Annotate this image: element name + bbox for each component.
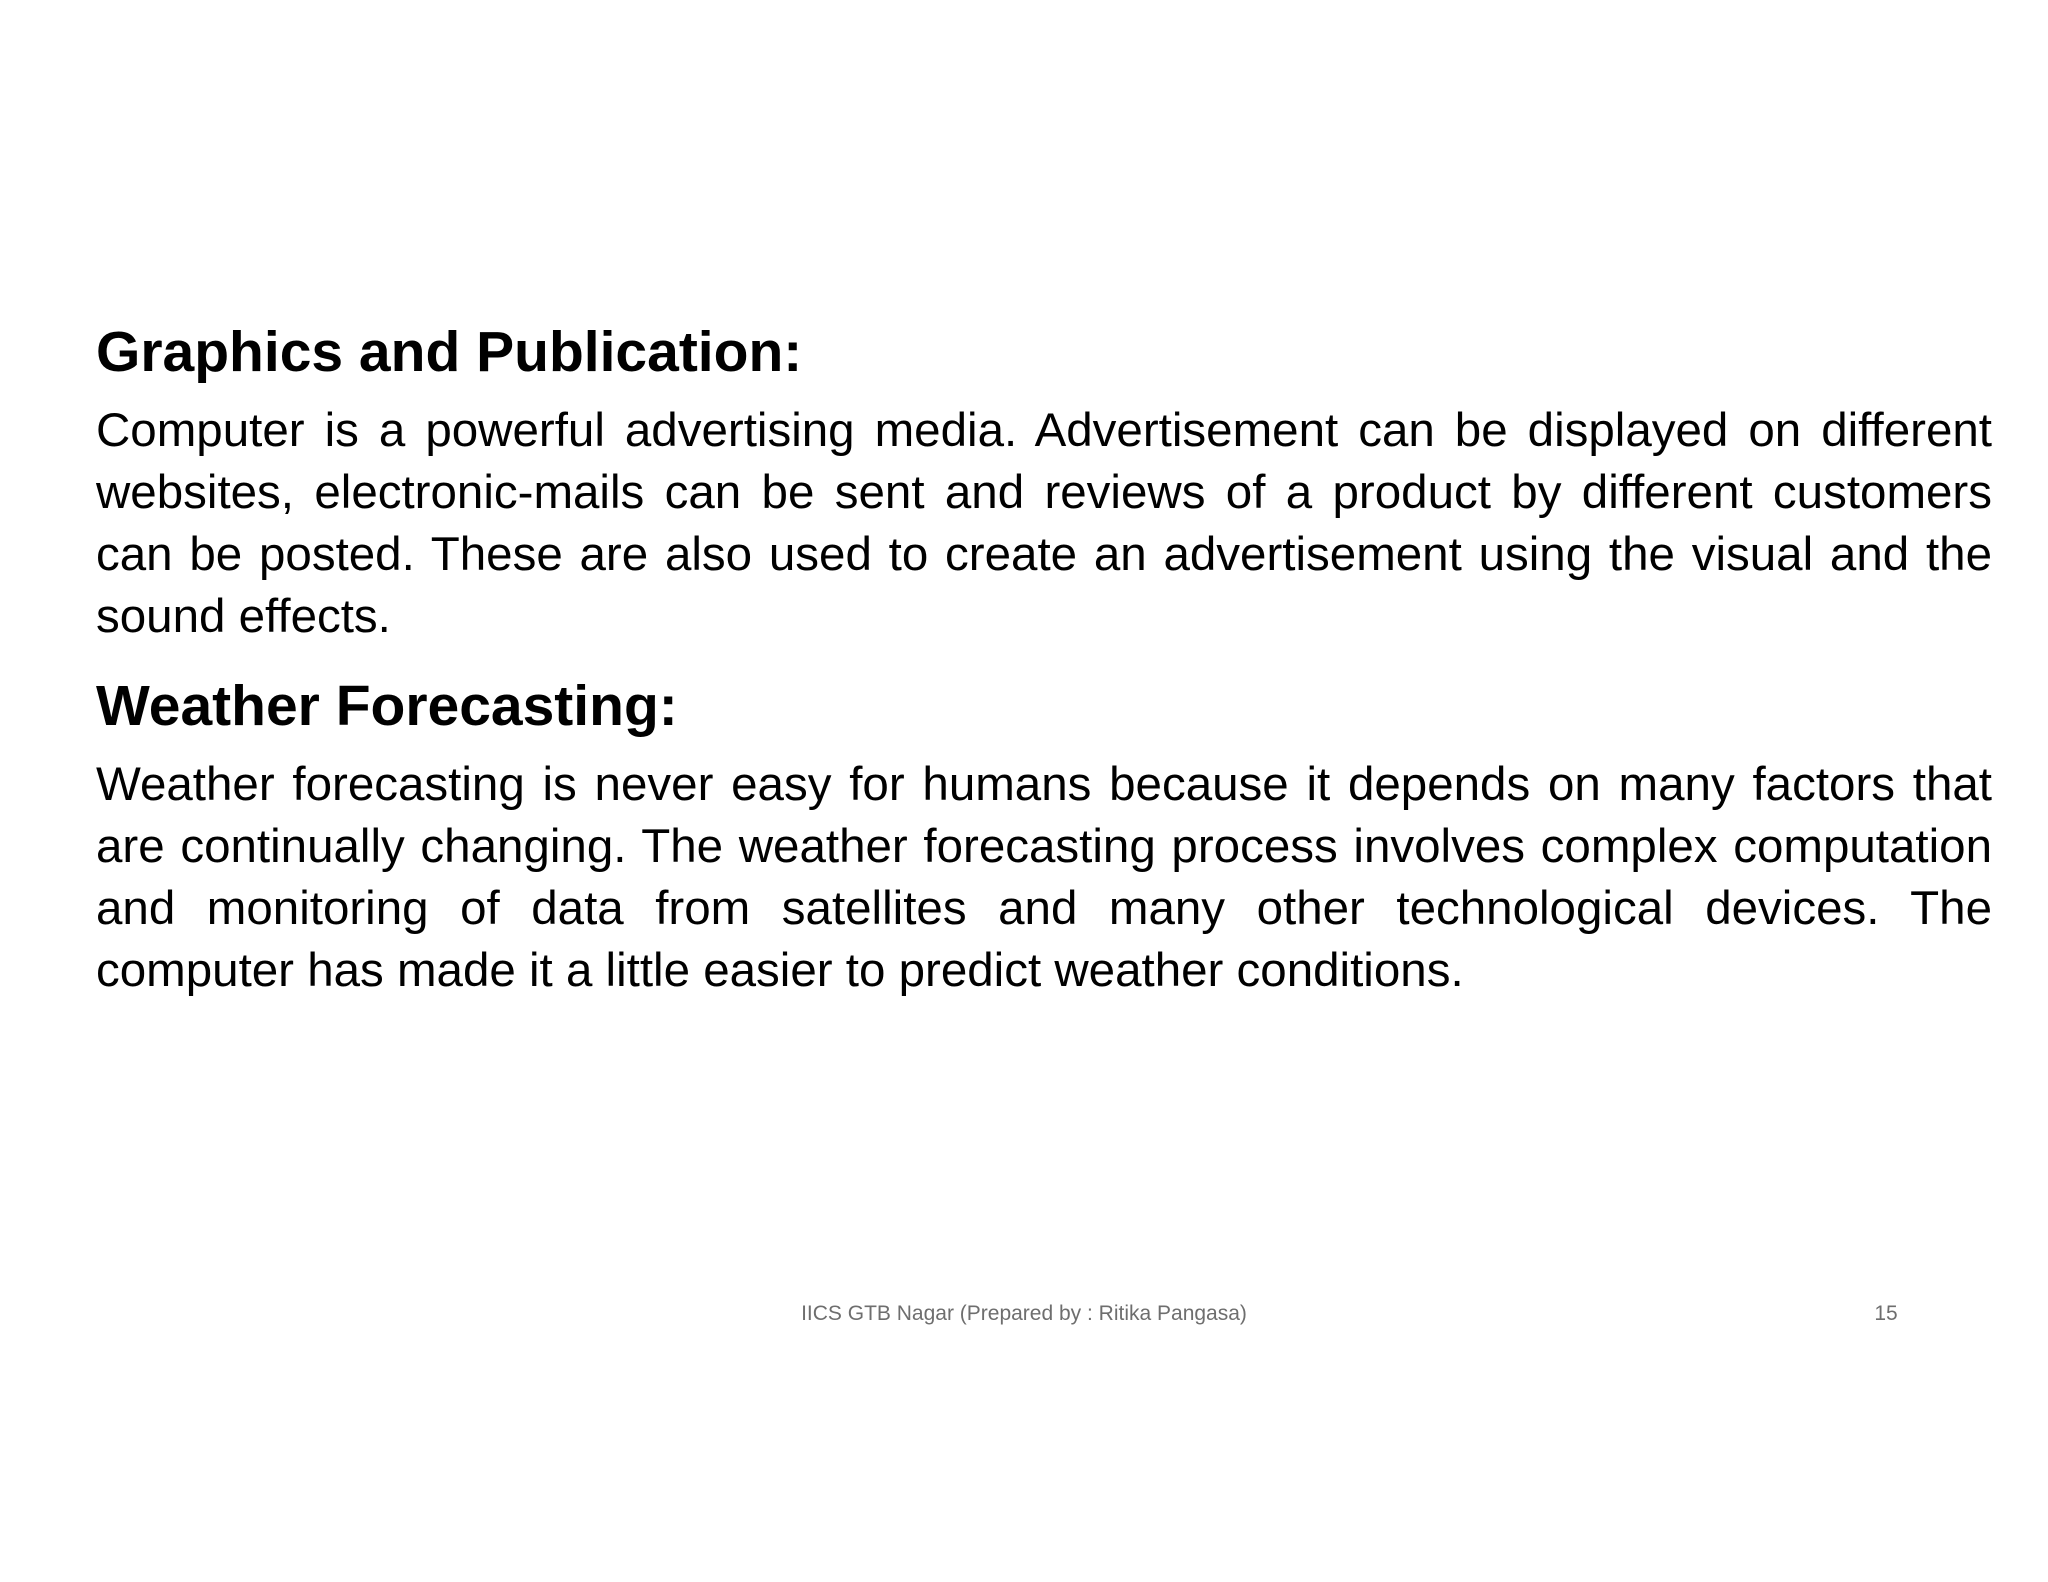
paragraph-weather-forecasting: Weather forecasting is never easy for humans because it depends on many factors that are continually changing. The weather forecasting process involves complex computation and monitoring of data from satellites and many other technological devices. The computer has made it a little easier to predict weather conditions. (96, 758, 1992, 997)
slide-footer: IICS GTB Nagar (Prepared by : Ritika Pangasa) (801, 1302, 1247, 1325)
heading-weather-forecasting: Weather Forecasting: (96, 674, 678, 738)
paragraph-graphics-and-publication: Computer is a powerful advertising media. Advertisement can be displayed on different websites, electronic-mails can be sent and reviews of a product by different customers can be posted. These are also used to create an advertisement using the visual and the sound effects. (96, 404, 1992, 643)
slide-content (96, 318, 1992, 1002)
page-number: 15 (1874, 1302, 1898, 1325)
heading-graphics-and-publication: Graphics and Publication: (96, 320, 803, 384)
